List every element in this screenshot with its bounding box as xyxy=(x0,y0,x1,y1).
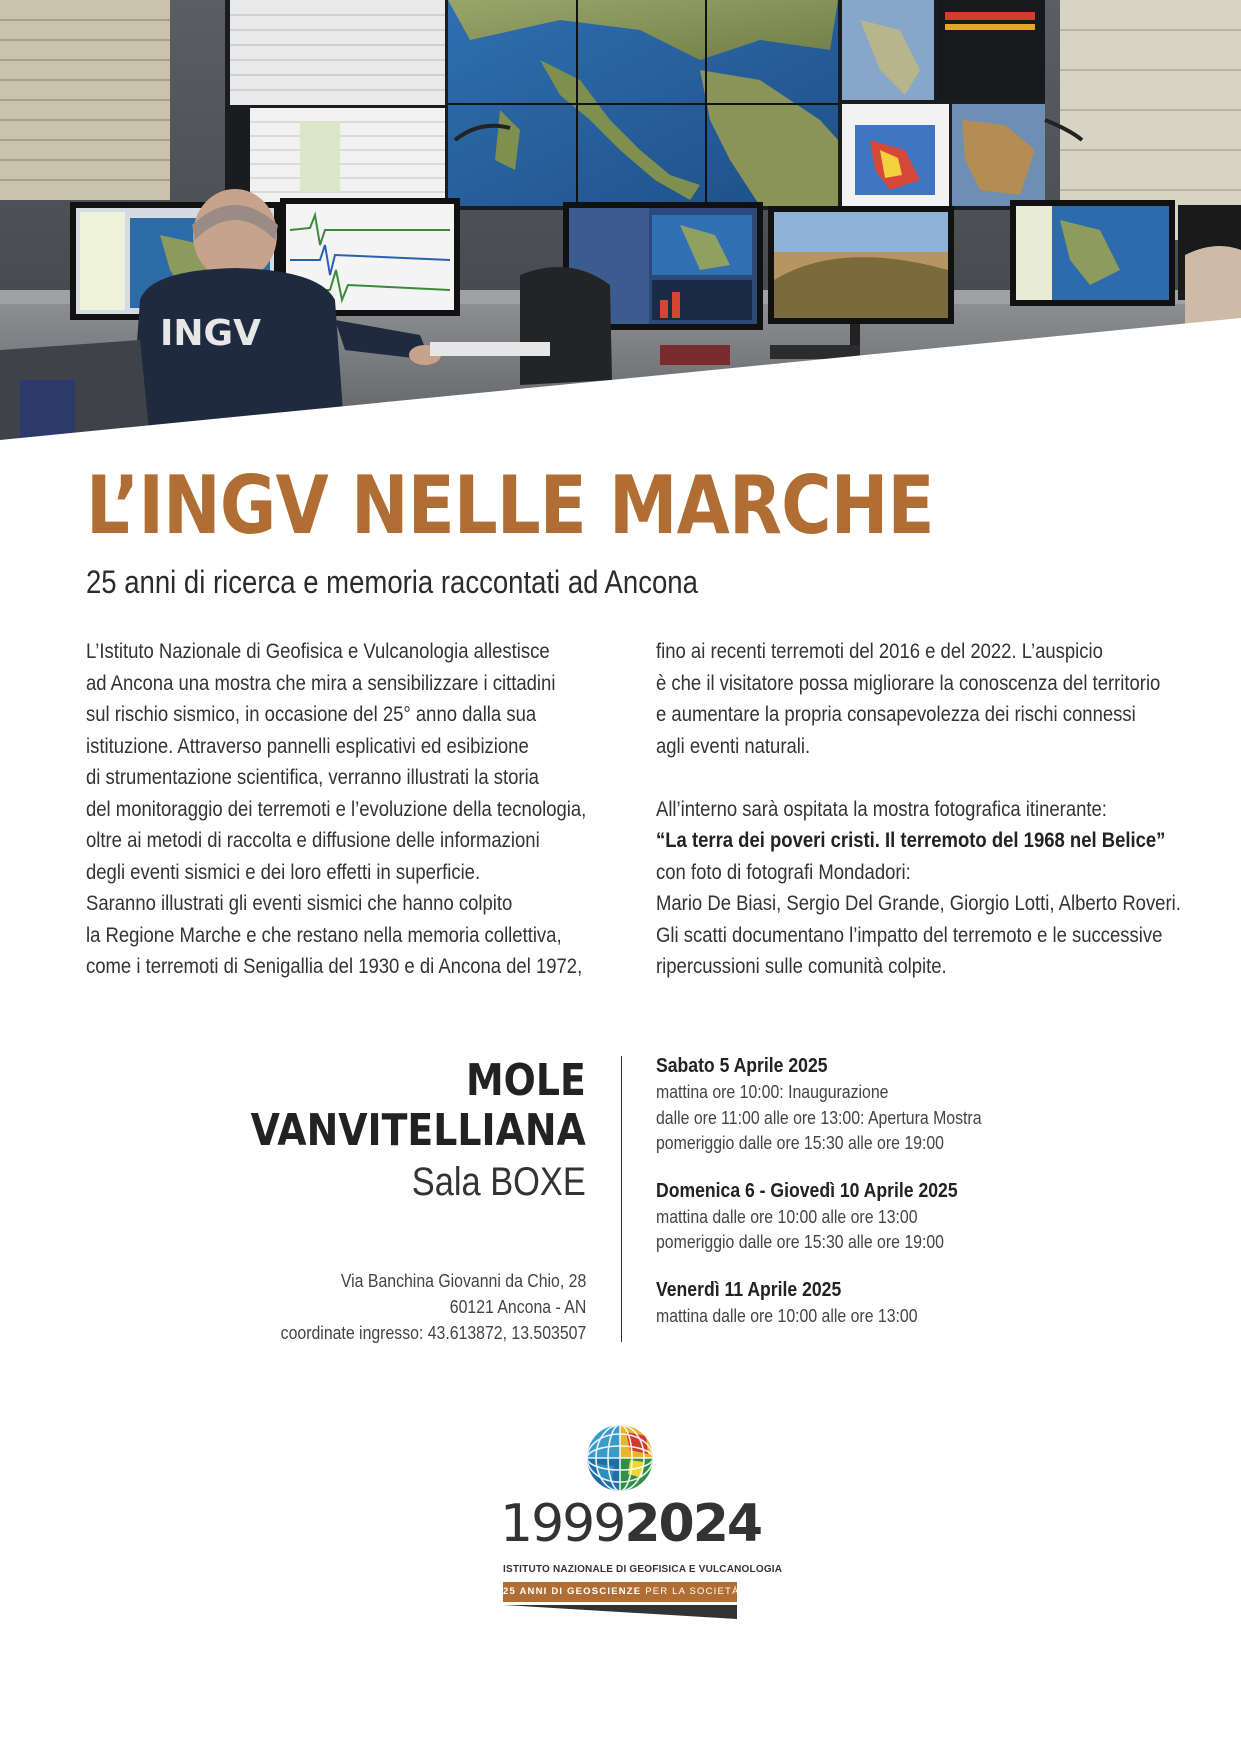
vertical-divider xyxy=(621,1056,622,1342)
venue-name-line1: MOLE xyxy=(466,1055,586,1106)
text-line: del monitoraggio dei terremoti e l’evoluzione della tecnologia, xyxy=(86,797,587,821)
year-end: 2024 xyxy=(624,1494,762,1554)
exhibit-intro: All’interno sarà ospitata la mostra fotografica itinerante: xyxy=(656,797,1107,821)
day-line: mattina dalle ore 10:00 alle ore 13:00 xyxy=(656,1206,918,1227)
day-title: Sabato 5 Aprile 2025 xyxy=(656,1055,828,1077)
day-line: mattina ore 10:00: Inaugurazione xyxy=(656,1082,889,1102)
venue-address xyxy=(239,1268,586,1346)
globe-icon xyxy=(586,1424,654,1492)
schedule-day xyxy=(656,1177,1026,1256)
text-line: come i terremoti di Senigallia del 1930 e di Ancona del 1972, xyxy=(86,955,583,978)
address-coordinates: coordinate ingresso: 43.613872, 13.503507 xyxy=(280,1323,586,1343)
schedule-day xyxy=(656,1052,1026,1157)
text-line: ripercussioni sulle comunità colpite. xyxy=(656,955,947,978)
description-right-column xyxy=(656,636,1241,983)
day-line: dalle ore 11:00 alle ore 13:00: Apertura Mostra xyxy=(656,1107,982,1128)
day-line: mattina dalle ore 10:00 alle ore 13:00 xyxy=(656,1305,918,1326)
day-line: pomeriggio dalle ore 15:30 alle ore 19:00 xyxy=(656,1133,944,1153)
ingv-anniversary-logo xyxy=(500,1420,783,1635)
text-line: Gli scatti documentano l’impatto del terremoto e le successive xyxy=(656,923,1163,947)
venue-name-line2: VANVITELLIANA xyxy=(250,1105,586,1156)
text-line: Mario De Biasi, Sergio Del Grande, Giorgio Lotti, Alberto Roveri. xyxy=(656,892,1181,915)
venue-block xyxy=(196,1056,586,1208)
anniversary-years xyxy=(500,1494,762,1554)
day-line: pomeriggio dalle ore 15:30 alle ore 19:00 xyxy=(656,1232,944,1252)
tagline-band xyxy=(503,1582,740,1602)
text-line: la Regione Marche e che restano nella memoria collettiva, xyxy=(86,923,562,947)
day-title: Venerdì 11 Aprile 2025 xyxy=(656,1278,842,1301)
address-city: 60121 Ancona - AN xyxy=(449,1297,586,1317)
text-line: Saranno illustrati gli eventi sismici che hanno colpito xyxy=(86,892,513,915)
exhibit-title: “La terra dei poveri cristi. Il terremoto del 1968 nel Belice” xyxy=(656,829,1166,852)
venue-room: Sala BOXE xyxy=(411,1160,586,1204)
institute-name: ISTITUTO NAZIONALE DI GEOFISICA E VULCANOLOGIA xyxy=(503,1564,783,1575)
text-line: oltre ai metodi di raccolta e diffusione delle informazioni xyxy=(86,829,540,852)
page-title: L’INGV NELLE MARCHE xyxy=(86,459,934,552)
text-line: L’Istituto Nazionale di Geofisica e Vulcanologia allestisce xyxy=(86,640,550,663)
year-start: 1999 xyxy=(500,1494,625,1554)
text-line: di strumentazione scientifica, verranno illustrati la storia xyxy=(86,766,539,789)
schedule xyxy=(656,1052,1026,1349)
logo-underline-wedge xyxy=(503,1605,737,1624)
text-line: con foto di fotografi Mondadori: xyxy=(656,860,911,884)
text-line: fino ai recenti terremoti del 2016 e del 2022. L’auspicio xyxy=(656,640,1103,663)
text-line: istituzione. Attraverso pannelli esplicativi ed esibizione xyxy=(86,734,529,758)
tagline-bold: 25 ANNI DI GEOSCIENZE xyxy=(503,1586,642,1597)
day-title: Domenica 6 - Giovedì 10 Aprile 2025 xyxy=(656,1179,958,1202)
svg-text:INGV: INGV xyxy=(160,313,261,354)
hero-photo xyxy=(0,0,1241,440)
text-line: degli eventi sismici e dei loro effetti in superficie. xyxy=(86,860,481,884)
text-line: e aumentare la propria consapevolezza dei rischi connessi xyxy=(656,703,1136,726)
text-line: è che il visitatore possa migliorare la conoscenza del territorio xyxy=(656,671,1161,695)
text-line: ad Ancona una mostra che mira a sensibilizzare i cittadini xyxy=(86,671,556,695)
schedule-day xyxy=(656,1276,1026,1330)
tagline-light: PER LA SOCIETÀ xyxy=(645,1586,740,1597)
text-line: agli eventi naturali. xyxy=(656,734,811,758)
text-line: sul rischio sismico, in occasione del 25° anno dalla sua xyxy=(86,703,537,726)
page-subtitle: 25 anni di ricerca e memoria raccontati ad Ancona xyxy=(86,564,698,600)
address-street: Via Banchina Giovanni da Chio, 28 xyxy=(340,1271,586,1291)
description-left-column xyxy=(86,636,655,983)
